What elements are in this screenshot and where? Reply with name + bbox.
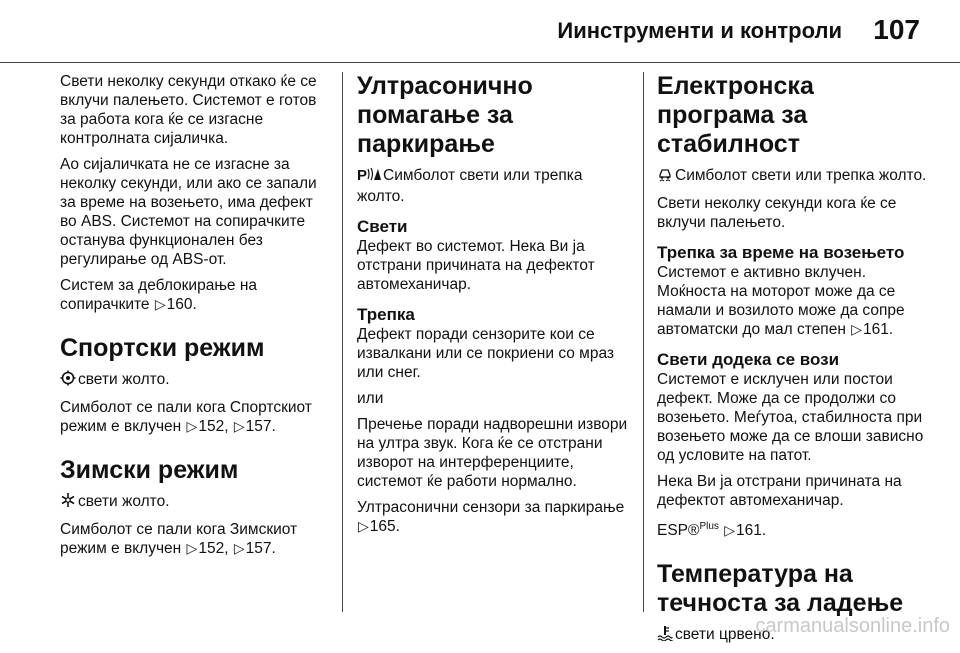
snowflake-icon (60, 492, 76, 513)
parking-assist-intro-text: Симболот свети или трепка жолто. (357, 167, 583, 205)
column-2 (357, 72, 629, 543)
sport-mode-lit (60, 370, 330, 391)
sport-mode-body (60, 398, 330, 436)
svg-text:P: P (357, 167, 368, 182)
parking-sensors-text (357, 498, 629, 536)
esp-ref: 161. (735, 522, 767, 540)
winter-ref-1: 152, (198, 540, 229, 557)
page-reference-arrow-icon: ▷ (851, 321, 862, 337)
esp-sup: Plus (699, 521, 719, 532)
parking-or-text: или (357, 390, 384, 407)
esp-mechanic-text: Нека Ви ја отстрани причината на дефектот автомеханичар. (657, 473, 902, 509)
parking-lit-body: Дефект во системот. Нека Ви ја отстрани причината на дефектот автомеханичар. (357, 238, 595, 293)
parking-assist-intro (357, 166, 629, 206)
page-number: 107 (873, 14, 920, 45)
column-divider-2 (643, 72, 644, 612)
sport-mode-icon (60, 370, 76, 391)
abs-lamp-text: Свети неколку секунди откако ќе се вклучи палењето. Системот е готов за работа кога ќе се изгасне контролната сијаличка. (60, 73, 317, 147)
parking-flash-body: Дефект поради сензорите кои се извалкани или се покриени со мраз или снег. (357, 326, 614, 381)
winter-mode-heading: Зимски режим (60, 456, 239, 484)
page-reference-arrow-icon: ▷ (358, 518, 369, 534)
header-divider (0, 62, 960, 63)
parking-flash-heading: Трепка (357, 305, 415, 324)
page-reference-arrow-icon: ▷ (154, 296, 166, 312)
sport-mode-heading: Спортски режим (60, 334, 265, 362)
esp-skid-icon (657, 166, 673, 187)
esp-flash-body-text: Системот е активно вклучен. Моќноста на моторот може да се намали и возилото може да сопре автоматски до мал степен (657, 264, 905, 338)
page-reference-arrow-icon: ▷ (186, 540, 198, 556)
column-3 (657, 72, 927, 653)
brake-release-text (60, 276, 330, 314)
brake-release-label: Систем за деблокирање на сопирачките (60, 277, 258, 313)
watermark-text: carmanualsonline.info (755, 615, 950, 637)
esp-intro (657, 166, 927, 187)
esp-lit-body: Системот е исклучен или постои дефект. Може да се продолжи со возењето. Меѓутоа, стабилноста при возењето може да се влоши зависно од условите на патот. (657, 371, 924, 464)
coolant-body-text: свети црвено. (675, 626, 775, 644)
esp-intro-text: Симболот свети или трепка жолто. (675, 167, 927, 184)
winter-mode-lit-text: свети жолто. (78, 493, 170, 510)
page-reference-arrow-icon: ▷ (233, 418, 245, 434)
esp-plus-reference (657, 517, 927, 540)
sport-mode-lit-text: свети жолто. (78, 371, 170, 388)
parking-lit-heading: Свети (357, 217, 408, 236)
brake-release-ref: 160. (166, 296, 197, 313)
esp-label: ESP® (657, 522, 700, 540)
column-divider-1 (342, 72, 343, 612)
esp-heading: Електронска програма за стабилност (657, 72, 814, 158)
winter-mode-lit (60, 492, 330, 513)
esp-lit-heading: Свети додека се вози (657, 350, 840, 369)
esp-startup-text: Свети неколку секунди кога ќе се вклучи палењето. (657, 195, 897, 231)
parking-interference-text: Пречење поради надворешни извори на ултра звук. Кога ќе се отстрани изворот на интерференциите, системот ќе работи нормално. (357, 416, 628, 490)
parking-sensors-ref: 165. (369, 518, 400, 535)
sport-ref-1: 152, (198, 418, 229, 435)
abs-fault-text: Ао сијаличката не се изгасне за неколку секунди, или ако се запали за време на возењето, има дефект во ABS. Системот на сопирачките останува функционален без регулирање од ABS-от. (60, 156, 317, 268)
winter-mode-body-text: Симболот се пали кога Зимскиот режим е вклучен (60, 521, 298, 557)
coolant-heading: Температура на течноста за ладење (657, 560, 904, 618)
sport-ref-2: 157. (245, 418, 276, 435)
esp-flash-body (657, 263, 927, 339)
parking-assist-icon (357, 166, 381, 187)
parking-sensors-label: Ултрасонични сензори за паркирање (357, 499, 625, 516)
esp-flash-ref: 161. (862, 321, 894, 338)
page-reference-arrow-icon: ▷ (186, 418, 198, 434)
esp-flash-heading: Трепка за време на возењето (657, 243, 905, 262)
header-title: Иинструменти и контроли (557, 18, 842, 43)
winter-mode-body (60, 520, 330, 558)
winter-ref-2: 157. (245, 540, 276, 557)
page-reference-arrow-icon: ▷ (233, 540, 245, 556)
column-1 (60, 72, 330, 565)
parking-assist-heading: Ултрасонично помагање за паркирање (357, 72, 533, 158)
page-header (0, 0, 960, 60)
coolant-temperature-icon (657, 625, 673, 646)
page-reference-arrow-icon: ▷ (724, 522, 735, 539)
sport-mode-body-text: Симболот се пали кога Спортскиот режим е вклучен (60, 399, 312, 435)
